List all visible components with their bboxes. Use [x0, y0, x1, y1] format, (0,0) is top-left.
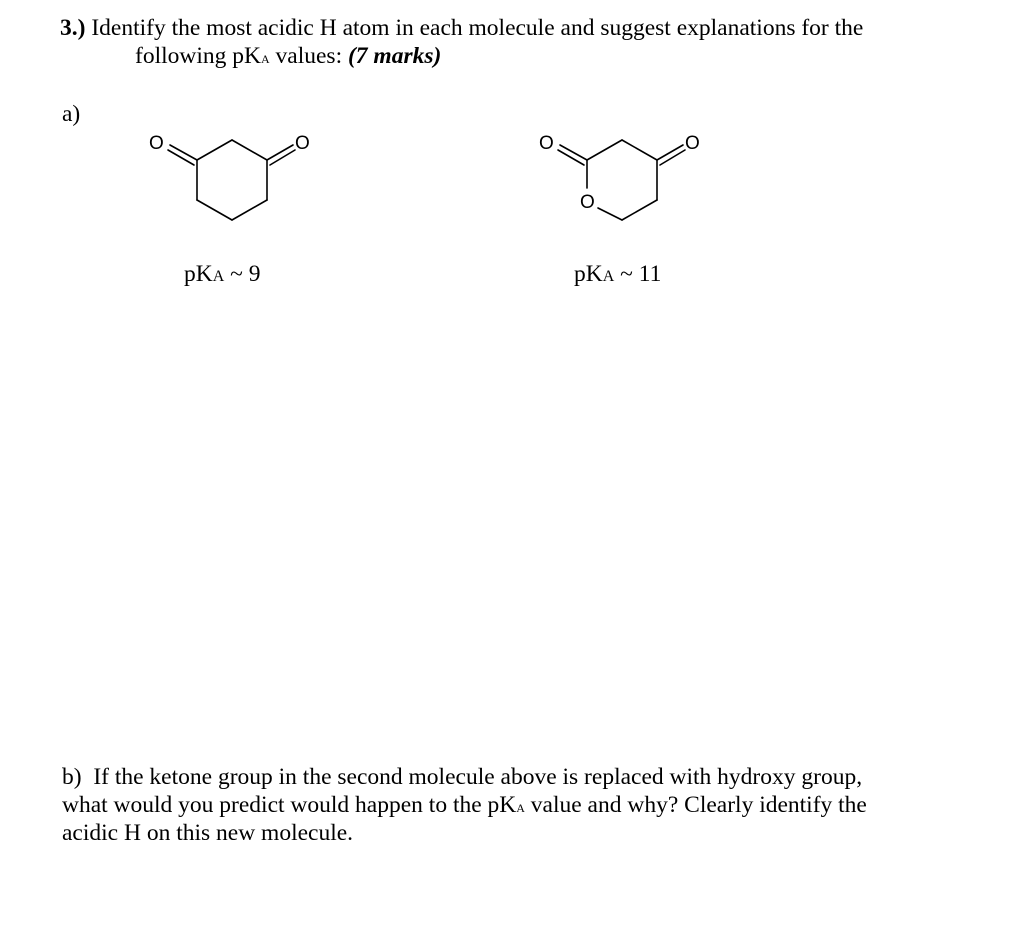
question-line-2 [135, 42, 441, 73]
ring-bond [622, 140, 657, 160]
pka-subscript: A [260, 52, 270, 66]
carbonyl-bond [660, 150, 685, 165]
carbonyl-bond [270, 150, 295, 165]
carbonyl-bond [267, 145, 293, 160]
pka-subscript: A [212, 268, 225, 285]
part-b-line-2-prefix: what would you predict would happen to the pK [62, 792, 517, 818]
part-b-line-2 [62, 791, 867, 822]
ring-bond [197, 140, 232, 160]
pka-label-2 [574, 260, 661, 291]
pka-value: ~ 11 [614, 261, 662, 287]
marks-label: (7 marks) [347, 43, 442, 69]
carbonyl-bond [168, 150, 194, 165]
question-text-line-1: Identify the most acidic H atom in each molecule and suggest explanations for the [91, 15, 864, 41]
ring-bond [598, 208, 622, 220]
pka-label-1 [184, 260, 261, 291]
carbonyl-bond [558, 150, 584, 165]
ring-bond [197, 200, 232, 220]
part-b-line-3: acidic H on this new molecule. [62, 820, 354, 846]
ring-oxygen-atom: O [580, 192, 595, 213]
carbonyl-bond [170, 145, 197, 160]
oxygen-atom: O [295, 133, 310, 154]
ring-bond [587, 140, 622, 160]
question-text-line-2-prefix: following pK [135, 43, 261, 69]
part-b-line-2-suffix: value and why? Clearly identify the [524, 792, 867, 818]
oxygen-atom: O [539, 133, 554, 154]
carbonyl-bond [560, 145, 587, 160]
ring-bond [232, 140, 267, 160]
oxygen-atom: O [149, 133, 164, 154]
question-line-1 [60, 14, 863, 42]
pka-prefix: pK [184, 261, 213, 287]
pka-prefix: pK [574, 261, 603, 287]
molecule-oxanedione [530, 118, 720, 228]
part-b-line-1: b) If the ketone group in the second molecule above is replaced with hydroxy group, [62, 764, 863, 790]
pka-subscript: A [602, 268, 615, 285]
molecule-cyclohexanedione [140, 118, 330, 228]
part-a-label: a) [62, 101, 81, 127]
pka-subscript: A [516, 801, 525, 815]
oxygen-atom: O [685, 133, 700, 154]
carbonyl-bond [657, 145, 683, 160]
ring-bond [232, 200, 267, 220]
pka-value: ~ 9 [224, 261, 261, 287]
ring-bond [622, 200, 657, 220]
question-text-line-2-mid: values: [269, 43, 348, 69]
question-number: 3.) [60, 15, 86, 41]
